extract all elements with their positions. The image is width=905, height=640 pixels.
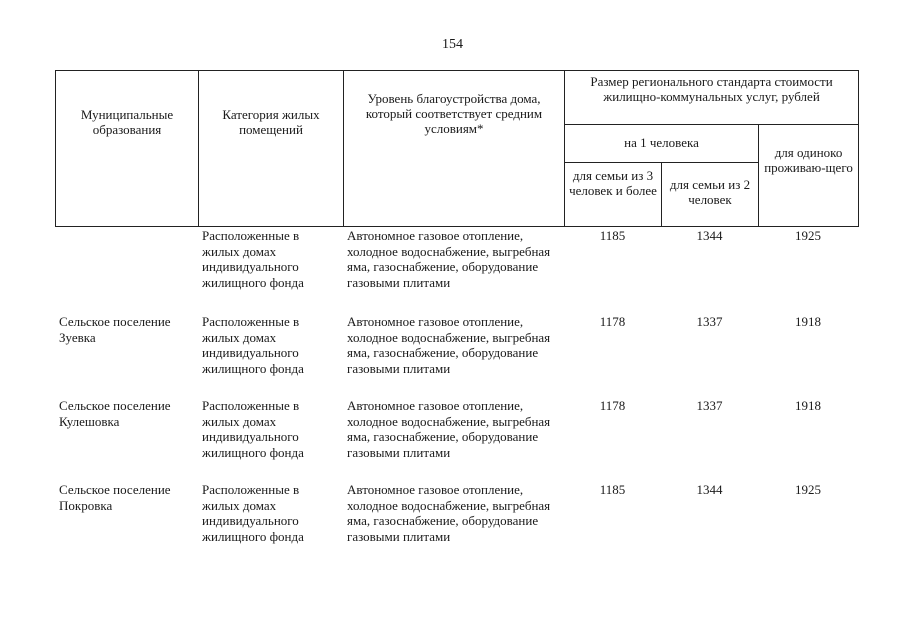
cell-category: Расположенные в жилых домах индивидуального жилищного фонда <box>202 228 304 290</box>
header-category: Категория жилых помещений <box>199 71 344 227</box>
header-family-2: для семьи из 2 человек <box>662 163 759 227</box>
cell-family-2: 1337 <box>696 398 723 413</box>
cell-category: Расположенные в жилых домах индивидуального жилищного фонда <box>202 482 304 544</box>
cell-family-3-plus: 1178 <box>599 314 626 329</box>
header-municipality: Муниципальные образования <box>56 71 199 227</box>
header-standard-size: Размер регионального стандарта стоимости жилищно-коммунальных услуг, рублей <box>565 71 859 125</box>
header-family-3-plus: для семьи из 3 человек и более <box>565 163 662 227</box>
header-per-person: на 1 человека <box>565 125 759 163</box>
cell-comfort-level: Автономное газовое отопление, холодное водоснабжение, выгребная яма, газоснабжение, оборудование газовыми плитами <box>347 398 551 460</box>
cell-single: 1918 <box>795 314 821 329</box>
cell-category: Расположенные в жилых домах индивидуального жилищного фонда <box>202 314 304 376</box>
cell-comfort-level: Автономное газовое отопление, холодное водоснабжение, выгребная яма, газоснабжение, оборудование газовыми плитами <box>347 228 551 290</box>
cell-family-3-plus: 1185 <box>599 228 626 243</box>
table-row <box>55 482 858 566</box>
cell-category: Расположенные в жилых домах индивидуального жилищного фонда <box>202 398 304 460</box>
cell-family-2: 1337 <box>696 314 723 329</box>
cell-municipality: Сельское поселение Зуевка <box>59 314 171 345</box>
table-row <box>55 398 858 482</box>
cell-single: 1925 <box>795 228 821 243</box>
header-single: для одиноко проживаю-щего <box>759 125 859 227</box>
cell-comfort-level: Автономное газовое отопление, холодное водоснабжение, выгребная яма, газоснабжение, оборудование газовыми плитами <box>347 482 551 544</box>
cell-family-2: 1344 <box>696 228 723 243</box>
cell-municipality: Сельское поселение Кулешовка <box>59 398 171 429</box>
table-row <box>55 228 858 314</box>
cell-municipality <box>55 228 198 314</box>
cell-municipality: Сельское поселение Покровка <box>59 482 171 513</box>
page-number: 154 <box>442 37 463 52</box>
table-row <box>55 314 858 398</box>
cell-comfort-level: Автономное газовое отопление, холодное водоснабжение, выгребная яма, газоснабжение, оборудование газовыми плитами <box>347 314 551 376</box>
table-body <box>55 228 858 566</box>
table-header <box>55 70 859 227</box>
cell-family-3-plus: 1178 <box>599 398 626 413</box>
header-comfort-level: Уровень благоустройства дома, который соответствует средним условиям* <box>344 71 565 227</box>
cell-family-3-plus: 1185 <box>599 482 626 497</box>
cell-single: 1925 <box>795 482 821 497</box>
cell-single: 1918 <box>795 398 821 413</box>
cell-family-2: 1344 <box>696 482 723 497</box>
